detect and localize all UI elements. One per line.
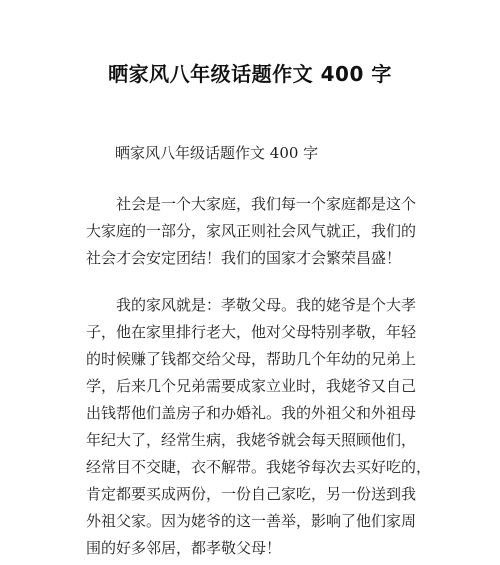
paragraph-line: 经常目不交睫，衣不解带。我姥爷每次去买好吃的， [86, 458, 432, 476]
paragraph-line: 外祖父家。因为姥爷的这一善举，影响了他们家周 [86, 512, 417, 530]
paragraph-2 [86, 292, 432, 562]
paragraph-line: 年纪大了，经常生病，我姥爷就会每天照顾他们， [86, 431, 417, 449]
paragraph-line: 子，他在家里排行老大，他对父母特别孝敬，年轻 [86, 323, 417, 341]
paragraph-line: 社会才会安定团结！我们的国家才会繁荣昌盛！ [86, 249, 402, 267]
paragraph-1 [86, 191, 422, 272]
paragraph-line: 我的家风就是：孝敬父母。我的姥爷是个大孝 [86, 296, 417, 314]
paragraph-line: 社会是一个大家庭，我们每一个家庭都是这个 [86, 195, 417, 213]
paragraph-line: 大家庭的一部分，家风正则社会风气就正，我们的 [86, 222, 417, 240]
paragraph-line: 肯定都要买成两份，一份自己家吃，另一份送到我 [86, 485, 417, 503]
document-subtitle: 晒家风八年级话题作文 400 字 [115, 144, 319, 162]
paragraph-line: 学，后来几个兄弟需要成家立业时，我姥爷又自己 [86, 377, 417, 395]
paragraph-line: 的时候赚了钱都交给父母，帮助几个年幼的兄弟上 [86, 350, 417, 368]
document-title: 晒家风八年级话题作文 400 字 [108, 62, 392, 86]
paragraph-line: 出钱帮他们盖房子和办婚礼。我的外祖父和外祖母 [86, 404, 417, 422]
paragraph-line: 围的好多邻居，都孝敬父母！ [86, 539, 282, 557]
